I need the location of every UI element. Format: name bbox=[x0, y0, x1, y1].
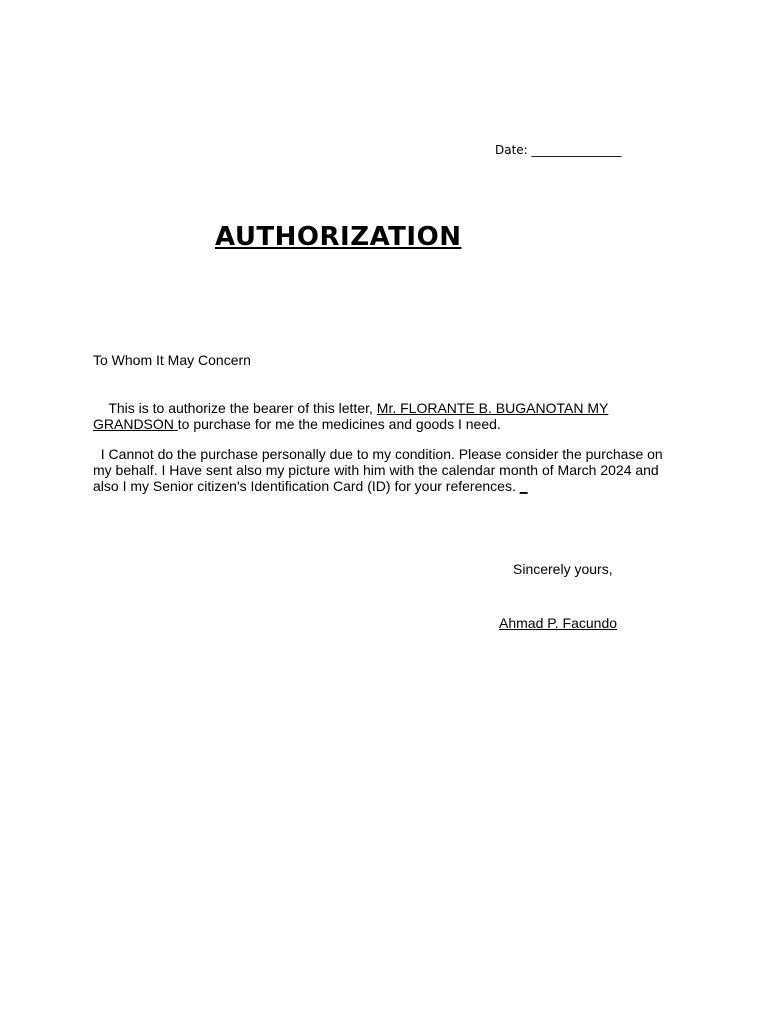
reason-text: I Cannot do the purchase personally due to my condition. Please consider the purchase on my behalf. I Have sent also my picture with him with the calendar month of March 2024 and also I my Senior citizen's Identification Card (ID) for your references. bbox=[93, 446, 663, 494]
paragraph-lead-text: This is to authorize the bearer of this letter, bbox=[108, 400, 377, 416]
reason-paragraph bbox=[93, 446, 668, 494]
bearer-name: Mr. FLORANTE B. BUGANOTAN MY GRANDSON bbox=[93, 400, 609, 432]
date-line: Date: _______________ bbox=[495, 143, 622, 157]
trailing-blank: _ bbox=[519, 478, 528, 494]
paragraph-indent bbox=[93, 400, 108, 416]
closing: Sincerely yours, bbox=[513, 561, 613, 577]
paragraph-rest-text: to purchase for me the medicines and goods I need. bbox=[177, 416, 501, 432]
authorization-paragraph bbox=[93, 400, 668, 432]
signatory-name: Ahmad P. Facundo bbox=[499, 615, 618, 631]
salutation: To Whom It May Concern bbox=[93, 352, 251, 368]
paragraph-indent bbox=[93, 446, 101, 462]
document-title: AUTHORIZATION bbox=[215, 222, 462, 252]
